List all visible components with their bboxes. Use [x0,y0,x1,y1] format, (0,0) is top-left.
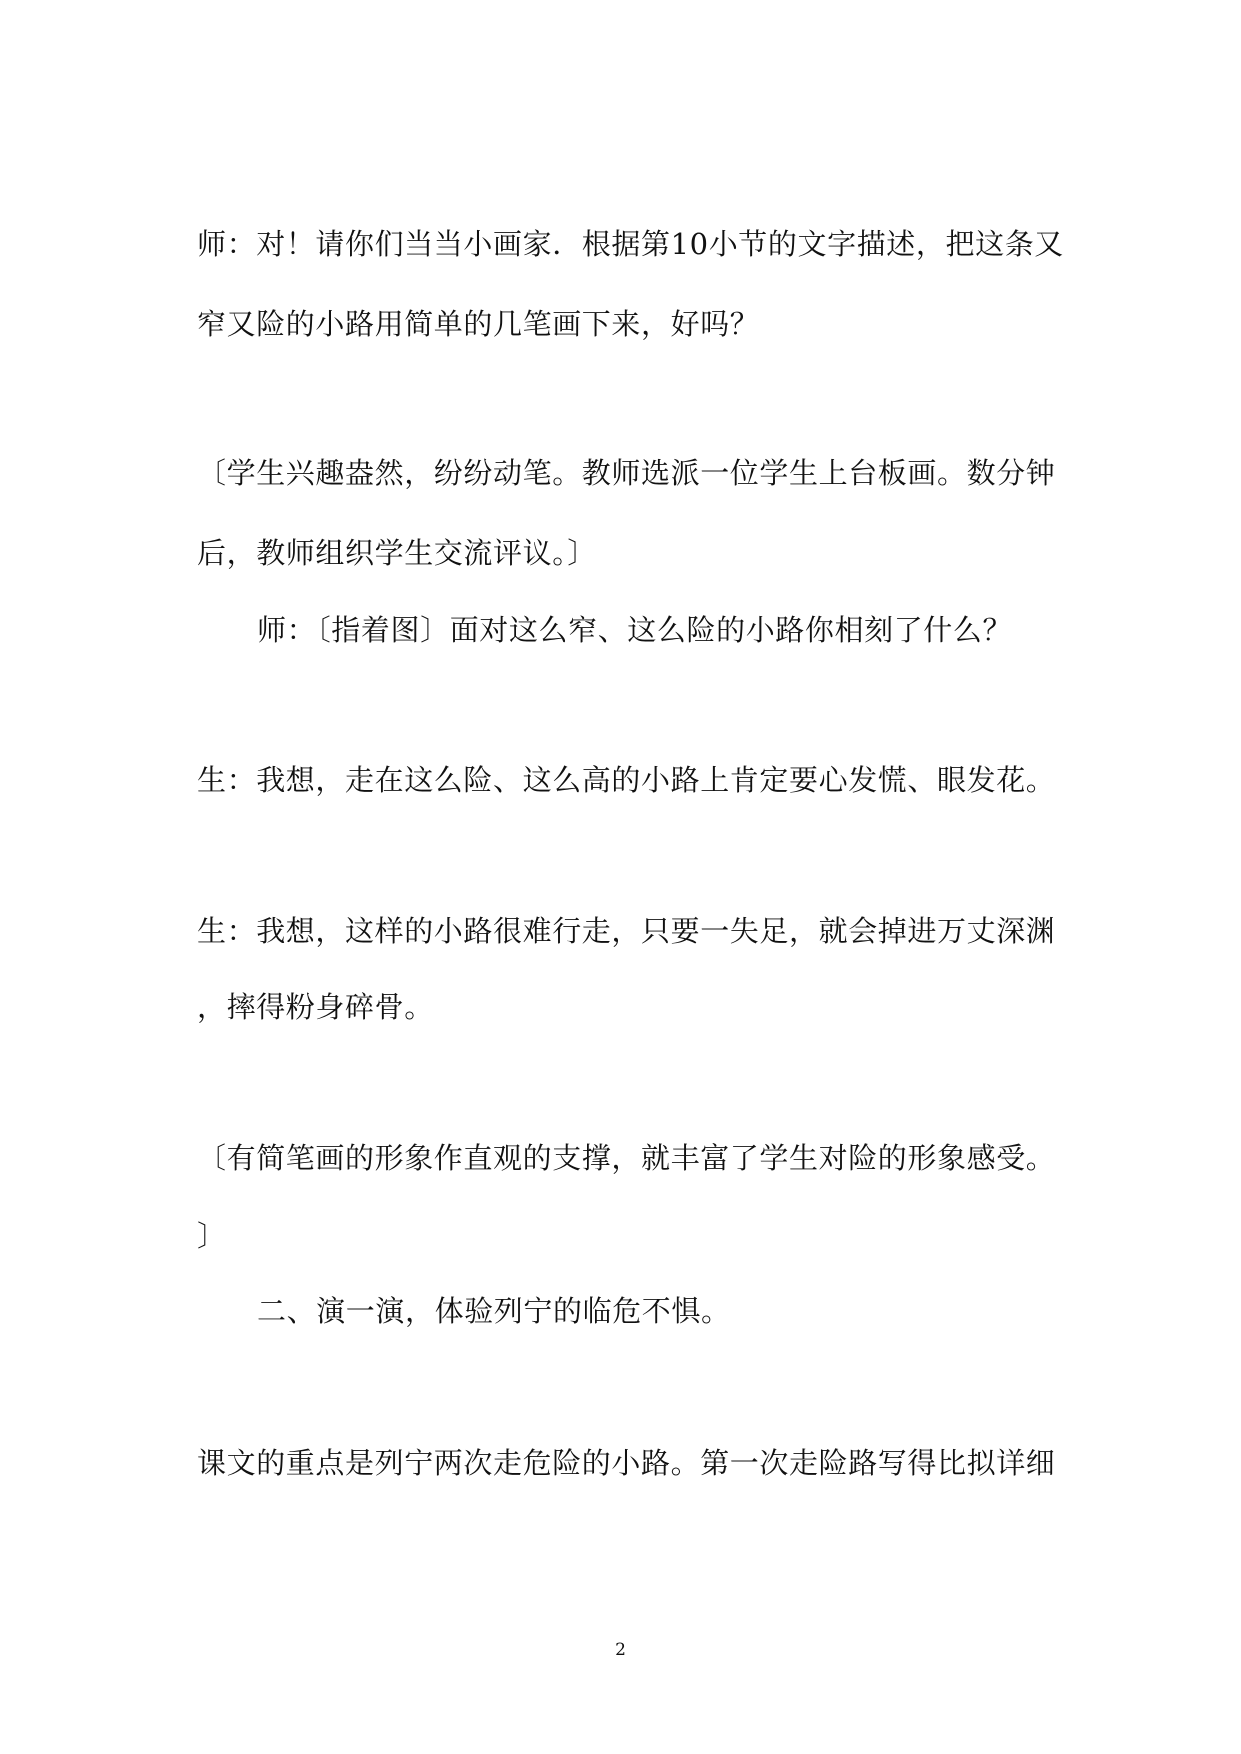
paragraph-line: 〕 [197,1219,227,1253]
page-number: 2 [615,1640,626,1660]
paragraph-line: 生：我想，走在这么险、这么高的小路上肯定要心发慌、眼发花。 [197,763,1056,797]
paragraph-line: 后，教师组织学生交流评议。〕 [197,536,597,570]
paragraph-line: 生：我想，这样的小路很难行走，只要一失足，就会掉进万丈深渊 [197,914,1056,948]
paragraph-line: ，摔得粉身碎骨。 [197,990,434,1024]
paragraph-line: 〔有简笔画的形象作直观的支撑，就丰富了学生对险的形象感受。 [197,1141,1056,1175]
paragraph-line: 师：〔指着图〕面对这么窄、这么险的小路你相刻了什么？ [257,613,1013,647]
section-heading: 二、演一演，体验列宁的临危不惧。 [257,1294,731,1328]
paragraph-line: 师：对！请你们当当小画家．根据第10小节的文字描述，把这条又 [197,227,1064,261]
paragraph-line: 窄又险的小路用简单的几笔画下来，好吗？ [197,307,760,341]
paragraph-line: 〔学生兴趣盎然，纷纷动笔。教师选派一位学生上台板画。数分钟 [197,456,1056,490]
paragraph-line: 课文的重点是列宁两次走危险的小路。第一次走险路写得比拟详细 [197,1446,1056,1480]
